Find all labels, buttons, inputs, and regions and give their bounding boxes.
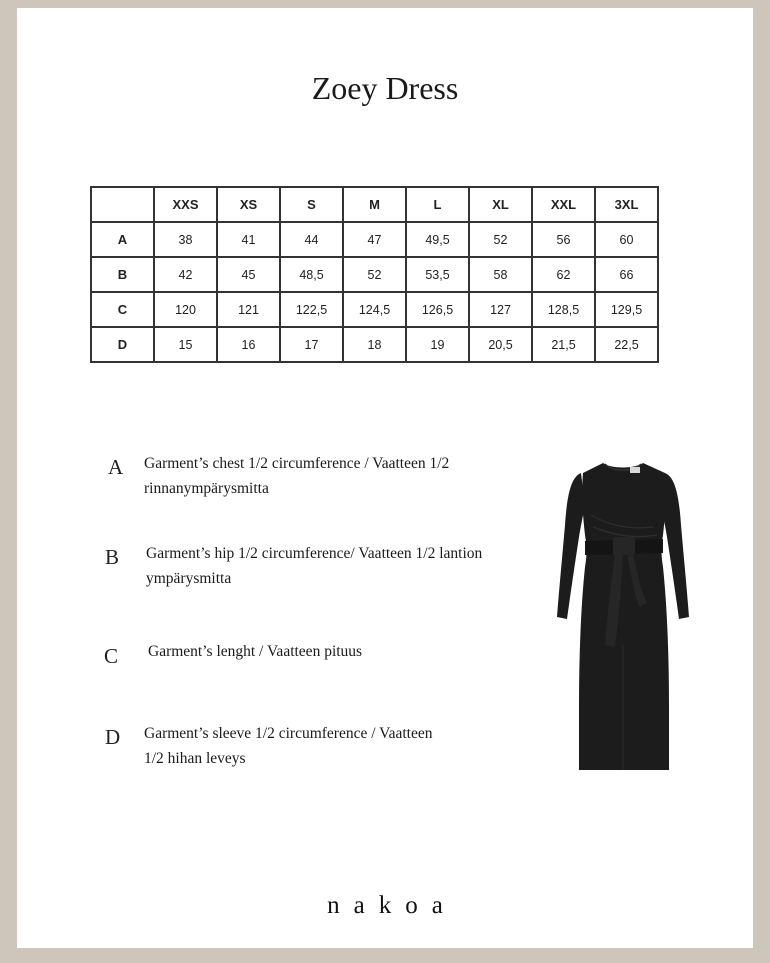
table-header-row [91, 187, 658, 222]
table-cell: 120 [154, 292, 217, 327]
size-header-xl: XL [469, 187, 532, 222]
dress-belt-knot [613, 537, 635, 555]
size-header-xxl: XXL [532, 187, 595, 222]
table-cell: 60 [595, 222, 658, 257]
table-row [91, 257, 658, 292]
table-cell: 48,5 [280, 257, 343, 292]
table-cell: 45 [217, 257, 280, 292]
table-row [91, 327, 658, 362]
table-cell: 58 [469, 257, 532, 292]
table-cell: 52 [469, 222, 532, 257]
table-cell: 17 [280, 327, 343, 362]
table-cell: 126,5 [406, 292, 469, 327]
table-cell: 49,5 [406, 222, 469, 257]
legend-a-line1: Garment’s chest 1/2 circumference / Vaatteen 1/2 [144, 455, 450, 472]
row-label-d: D [91, 327, 154, 362]
row-label-b: B [91, 257, 154, 292]
table-cell: 52 [343, 257, 406, 292]
size-header-m: M [343, 187, 406, 222]
table-cell: 38 [154, 222, 217, 257]
legend-d-line1: Garment’s sleeve 1/2 circumference / Vaatteen [144, 725, 433, 742]
size-table [90, 186, 659, 363]
legend-letter-c: C [104, 644, 119, 668]
size-header-xs: XS [217, 187, 280, 222]
table-cell: 122,5 [280, 292, 343, 327]
row-label-c: C [91, 292, 154, 327]
table-cell: 53,5 [406, 257, 469, 292]
legend-a-line2: rinnanympärysmitta [144, 480, 269, 497]
size-header-l: L [406, 187, 469, 222]
table-cell: 20,5 [469, 327, 532, 362]
table-cell: 121 [217, 292, 280, 327]
legend-text-b [146, 541, 482, 591]
table-cell: 62 [532, 257, 595, 292]
table-cell: 47 [343, 222, 406, 257]
legend-b-line2: ympärysmitta [146, 570, 232, 587]
legend-letter-a: A [108, 455, 124, 479]
size-header-s: S [280, 187, 343, 222]
dress-body [579, 463, 669, 770]
black-dress-image [553, 455, 693, 770]
table-cell: 18 [343, 327, 406, 362]
dress-left-sleeve [557, 473, 585, 619]
table-cell: 128,5 [532, 292, 595, 327]
legend-text-c [148, 639, 362, 664]
table-cell: 42 [154, 257, 217, 292]
table-cell: 41 [217, 222, 280, 257]
brand-logo: nakoa [327, 892, 457, 919]
dress-label [630, 467, 640, 473]
legend-b-line1: Garment’s hip 1/2 circumference/ Vaatteen 1/2 lantion [146, 545, 483, 562]
page-title: Zoey Dress [311, 70, 459, 106]
legend-text-d [144, 721, 432, 771]
size-chart-sheet [17, 8, 753, 948]
size-header-3xl: 3XL [595, 187, 658, 222]
table-cell: 16 [217, 327, 280, 362]
table-cell: 66 [595, 257, 658, 292]
legend-text-a [144, 451, 449, 501]
table-cell: 19 [406, 327, 469, 362]
legend-letter-d: D [105, 725, 121, 749]
table-cell: 124,5 [343, 292, 406, 327]
table-cell: 22,5 [595, 327, 658, 362]
table-cell: 56 [532, 222, 595, 257]
legend-d-line2: 1/2 hihan leveys [144, 750, 246, 767]
table-cell: 44 [280, 222, 343, 257]
legend-c-line1: Garment’s lenght / Vaatteen pituus [148, 643, 363, 660]
table-cell: 129,5 [595, 292, 658, 327]
legend-letter-b: B [105, 545, 120, 569]
table-row [91, 222, 658, 257]
table-cell: 127 [469, 292, 532, 327]
row-label-a: A [91, 222, 154, 257]
table-row [91, 292, 658, 327]
table-cell: 15 [154, 327, 217, 362]
table-cell: 21,5 [532, 327, 595, 362]
size-header-xxs: XXS [154, 187, 217, 222]
table-corner-cell [91, 187, 154, 222]
